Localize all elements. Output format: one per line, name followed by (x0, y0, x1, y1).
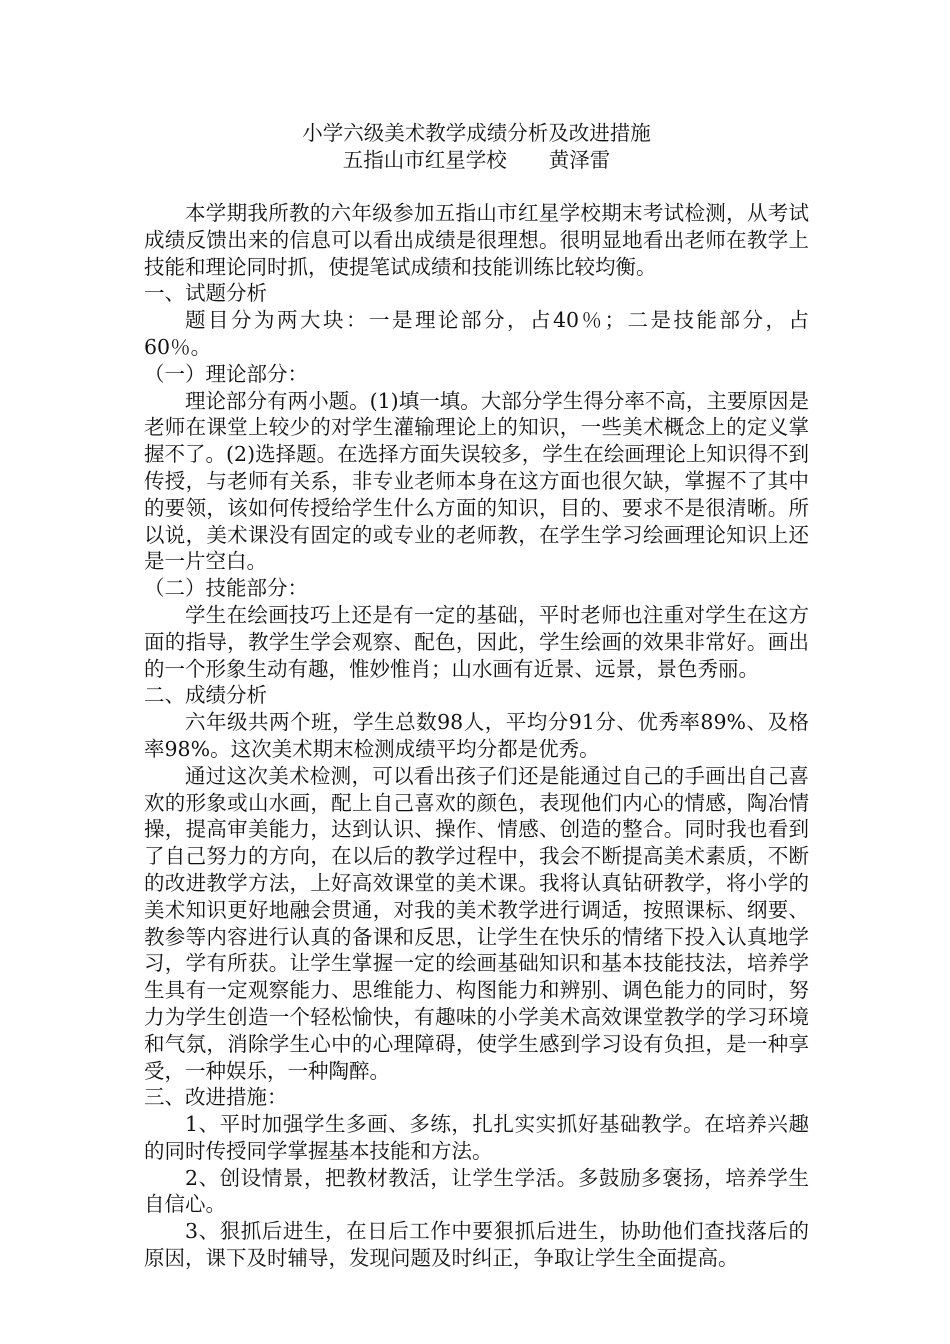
section-heading-1: 一、试题分析 (144, 281, 267, 306)
section-1-paragraph: 题目分为两大块：一是理论部分，占40％；二是技能部分，占60％。 (144, 308, 809, 359)
intro-paragraph: 本学期我所教的六年级参加五指山市红星学校期末考试检测，从考试成绩反馈出来的信息可以看出成绩是很理想。很明显地看出老师在教学上技能和理论同时抓，使提笔试成绩和技能训练比较均衡。 (144, 201, 809, 279)
measure-item-3: 3、狠抓后进生，在日后工作中要狠抓后进生，协助他们查找落后的原因，课下及时辅导，发现问题及时纠正，争取让学生全面提高。 (144, 1219, 809, 1271)
scores-paragraph: 六年级共两个班，学生总数98人，平均分91分、优秀率89%、及格率98%。这次美术期末检测成绩平均分都是优秀。 (144, 710, 809, 761)
subsection-heading-theory: （一）理论部分： (144, 361, 308, 386)
document-page (144, 120, 809, 1272)
section-heading-2: 二、成绩分析 (144, 683, 267, 708)
measure-item-1: 1、平时加强学生多画、多练，扎扎实实抓好基础教学。在培养兴趣的同时传授同学掌握基本技能和方法。 (144, 1112, 809, 1163)
skills-paragraph: 学生在绘画技巧上还是有一定的基础，平时老师也注重对学生在这方面的指导，教学生学会观察、配色，因此，学生绘画的效果非常好。画出的一个形象生动有趣，惟妙惟肖；山水画有近景、远景，景色秀丽。 (144, 602, 809, 681)
document-byline (144, 147, 809, 174)
document-title: 小学六级美术教学成绩分析及改进措施 (302, 121, 651, 145)
subsection-heading-skills: （二）技能部分： (144, 576, 308, 601)
author-name: 黄泽雷 (548, 148, 611, 172)
theory-paragraph: 理论部分有两小题。(1)填一填。大部分学生得分率不高，主要原因是老师在课堂上较少的对学生灌输理论上的知识，一些美术概念上的定义掌握不了。(2)选择题。在选择方面失误较多，学生在绘画理论上知识得不到传授，与老师有关系，非专业老师本身在这方面也很欠缺，掌握不了其中的要领，该如何传授给学生什么方面的知识，目的、要求不是很清晰。所以说，美术课没有固定的或专业的老师教，在学生学习绘画理论知识上还是一片空白。 (144, 388, 809, 574)
section-heading-3: 三、改进措施： (144, 1085, 288, 1110)
measure-item-2: 2、创设情景，把教材教活，让学生学活。多鼓励多褒扬，培养学生自信心。 (144, 1165, 809, 1217)
reflection-paragraph: 通过这次美术检测，可以看出孩子们还是能通过自己的手画出自己喜欢的形象或山水画，配上自己喜欢的颜色，表现他们内心的情感，陶冶情操，提高审美能力，达到认识、操作、情感、创造的整合。同时我也看到了自己努力的方向，在以后的教学过程中，我会不断提高美术素质，不断的改进教学方法，上好高效课堂的美术课。我将认真钻研教学，将小学的美术知识更好地融会贯通，对我的美术教学进行调适，按照课标、纲要、教参等内容进行认真的备课和反思，让学生在快乐的情绪下投入认真地学习，学有所获。让学生掌握一定的绘画基础知识和基本技能技法，培养学生具有一定观察能力、思维能力、构图能力和辨别、调色能力的同时，努力为学生创造一个轻松愉快，有趣味的小学美术高效课堂教学的学习环境和气氛，消除学生心中的心理障碍，使学生感到学习设有负担，是一种享受，一种娱乐，一种陶醉。 (144, 763, 809, 1083)
school-name: 五指山市红星学校 (342, 148, 507, 172)
